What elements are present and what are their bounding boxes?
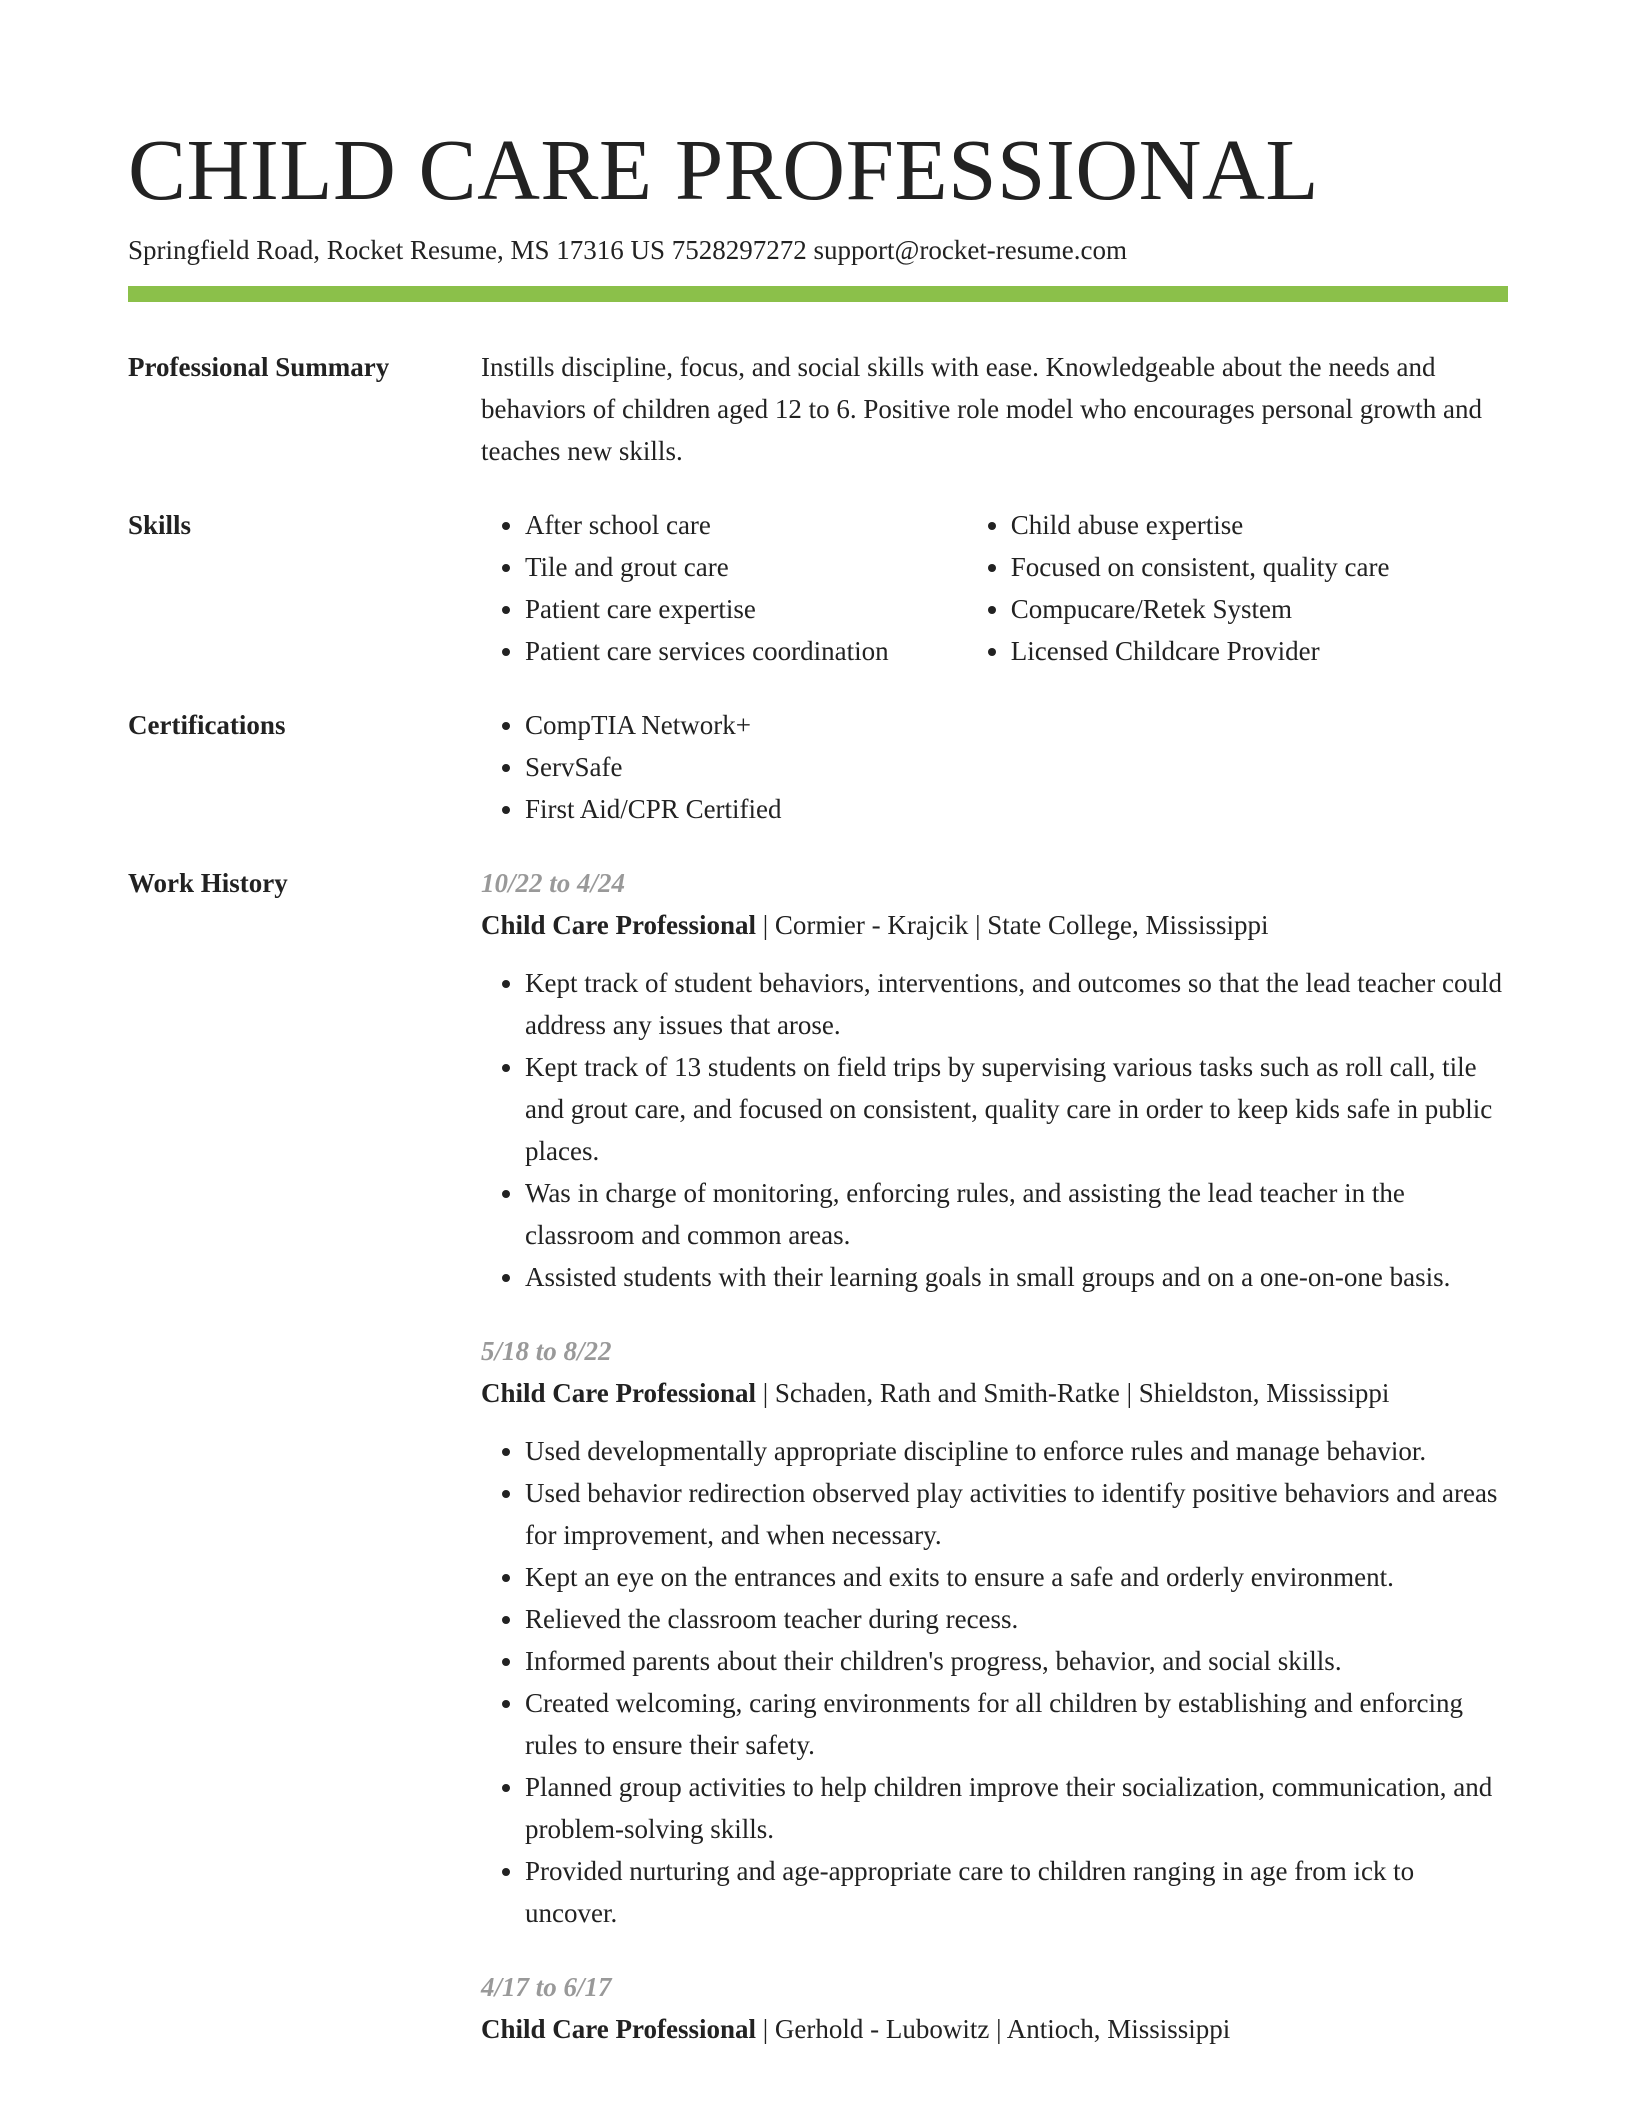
job-bullet: • Kept track of 13 students on field trips by supervising various tasks such as roll call, tile and grout care, and focused on consistent, quality care in order to keep kids safe in public places. — [525, 1046, 1508, 1172]
resume-name: CHILD CARE PROFESSIONAL — [128, 121, 1319, 218]
job-title: Child Care Professional — [481, 910, 757, 940]
section-label-summary: Professional Summary — [128, 352, 390, 382]
skills-list-left — [481, 504, 967, 672]
job-bullet: • Relieved the classroom teacher during recess. — [525, 1598, 1508, 1640]
job-bullet: • Created welcoming, caring environments for all children by establishing and enforcing rules to ensure their safety. — [525, 1682, 1508, 1766]
job-entry — [481, 1330, 1508, 1934]
certification-item: • ServSafe — [525, 746, 1508, 788]
certification-item: • First Aid/CPR Certified — [525, 788, 1508, 830]
job-bullet: • Kept an eye on the entrances and exits to ensure a safe and orderly environment. — [525, 1556, 1508, 1598]
job-bullets — [481, 962, 1508, 1298]
job-entry — [481, 862, 1508, 1298]
job-bullet: • Used developmentally appropriate discipline to enforce rules and manage behavior. — [525, 1430, 1508, 1472]
job-title: Child Care Professional — [481, 2014, 757, 2044]
section-label-certifications: Certifications — [128, 710, 286, 740]
accent-divider — [128, 286, 1508, 302]
job-employer-location: | Schaden, Rath and Smith-Ratke | Shieldston, Mississippi — [756, 1378, 1390, 1408]
job-heading — [481, 2008, 1508, 2050]
job-bullet: • Used behavior redirection observed play activities to identify positive behaviors and areas for improvement, and when necessary. — [525, 1472, 1508, 1556]
skill-item: • Compucare/Retek System — [1011, 588, 1508, 630]
skill-item: • Licensed Childcare Provider — [1011, 630, 1508, 672]
skill-item: • Patient care services coordination — [525, 630, 967, 672]
skills-list-right — [967, 504, 1508, 672]
job-entry — [481, 1966, 1508, 2050]
job-bullet: • Provided nurturing and age-appropriate care to children ranging in age from ick to uncover. — [525, 1850, 1508, 1934]
job-bullet: • Assisted students with their learning goals in small groups and on a one-on-one basis. — [525, 1256, 1508, 1298]
summary-text: Instills discipline, focus, and social skills with ease. Knowledgeable about the needs and behaviors of children aged 12 to 6. Positive role model who encourages personal growth and teaches new skills. — [481, 352, 1482, 466]
job-bullet: • Planned group activities to help children improve their socialization, communication, and problem-solving skills. — [525, 1766, 1508, 1850]
section-label-skills: Skills — [128, 510, 192, 540]
skill-item: • Focused on consistent, quality care — [1011, 546, 1508, 588]
job-title: Child Care Professional — [481, 1378, 757, 1408]
certification-item: • CompTIA Network+ — [525, 704, 1508, 746]
job-dates: 5/18 to 8/22 — [481, 1336, 612, 1366]
job-heading — [481, 904, 1508, 946]
job-bullet: • Informed parents about their children's progress, behavior, and social skills. — [525, 1640, 1508, 1682]
job-bullets — [481, 1430, 1508, 1934]
skill-item: • Tile and grout care — [525, 546, 967, 588]
job-dates: 10/22 to 4/24 — [481, 868, 626, 898]
job-bullet: • Kept track of student behaviors, interventions, and outcomes so that the lead teacher could address any issues that arose. — [525, 962, 1508, 1046]
contact-line: Springfield Road, Rocket Resume, MS 17316 US 7528297272 support@rocket-resume.com — [128, 235, 1127, 265]
job-dates: 4/17 to 6/17 — [481, 1972, 612, 2002]
job-employer-location: | Gerhold - Lubowitz | Antioch, Mississippi — [756, 2014, 1231, 2044]
job-bullet: • Was in charge of monitoring, enforcing rules, and assisting the lead teacher in the classroom and common areas. — [525, 1172, 1508, 1256]
skill-item: • Child abuse expertise — [1011, 504, 1508, 546]
skill-item: • After school care — [525, 504, 967, 546]
certifications-list — [481, 704, 1508, 830]
skill-item: • Patient care expertise — [525, 588, 967, 630]
job-heading — [481, 1372, 1508, 1414]
job-employer-location: | Cormier - Krajcik | State College, Mississippi — [756, 910, 1269, 940]
section-label-work-history: Work History — [128, 868, 288, 898]
jobs-container — [481, 862, 1508, 2082]
